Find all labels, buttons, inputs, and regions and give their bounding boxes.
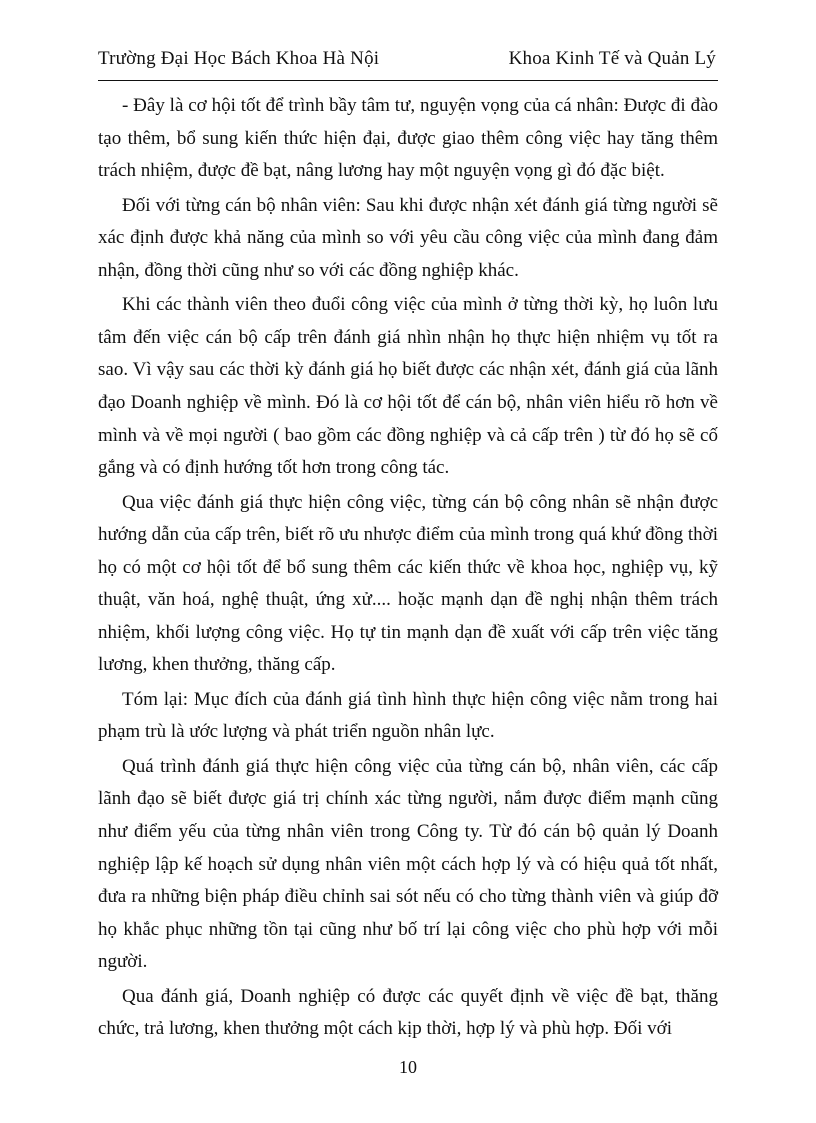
paragraph-evaluation-guidance: Qua việc đánh giá thực hiện công việc, từng cán bộ công nhân sẽ nhận được hướng dẫn của cấp trên, biết rõ ưu nhược điểm của mình trong quá khứ đồng thời họ có một cơ hội tốt để bổ sung thêm các kiến thức về khoa học, nghiệp vụ, kỹ thuật, văn hoá, nghệ thuật, ứng xử.... hoặc mạnh dạn đề nghị nhận thêm trách nhiệm, khối lượng công việc. Họ tự tin mạnh dạn đề xuất với cấp trên việc tăng lương, khen thưởng, thăng cấp. (98, 491, 718, 676)
paragraph-bullet-opportunity: - Đây là cơ hội tốt để trình bầy tâm tư, nguyện vọng của cá nhân: Được đi đào tạo thêm, bổ sung kiến thức hiện đại, được giao thêm công việc hay tăng thêm trách nhiệm, được đề bạt, nâng lương hay một nguyện vọng gì đó đặc biệt. (98, 95, 718, 182)
paragraph-enterprise-decisions: Qua đánh giá, Doanh nghiệp có được các quyết định về việc đề bạt, thăng chức, trả lương, khen thưởng một cách kịp thời, hợp lý và phù hợp. Đối với (98, 985, 718, 1040)
page-number: 10 (399, 1057, 417, 1077)
header-faculty: Khoa Kinh Tế và Quản Lý (508, 48, 716, 69)
paragraph-employee-assessment: Đối với từng cán bộ nhân viên: Sau khi được nhận xét đánh giá từng người sẽ xác định được khả năng của mình so với yêu cầu công việc của mình đang đảm nhận, đồng thời cũng như so với các đồng nghiệp khác. (98, 194, 718, 281)
paragraph-summary: Tóm lại: Mục đích của đánh giá tình hình thực hiện công việc nằm trong hai phạm trù là ước lượng và phát triển nguồn nhân lực. (98, 688, 718, 743)
paragraph-evaluation-process: Quá trình đánh giá thực hiện công việc của từng cán bộ, nhân viên, các cấp lãnh đạo sẽ biết được giá trị chính xác từng người, nắm được điểm mạnh cũng như điểm yếu của từng nhân viên trong Công ty. Từ đó cán bộ quản lý Doanh nghiệp lập kế hoạch sử dụng nhân viên một cách hợp lý và có hiệu quả tốt nhất, đưa ra những biện pháp điều chỉnh sai sót nếu có cho từng thành viên và giúp đỡ họ khắc phục những tồn tại cũng như bố trí lại công việc cho phù hợp với mỗi người. (98, 755, 718, 973)
body-text (98, 90, 718, 1048)
paragraph-members-pursuit: Khi các thành viên theo đuổi công việc của mình ở từng thời kỳ, họ luôn lưu tâm đến việc cán bộ cấp trên đánh giá nhìn nhận họ thực hiện nhiệm vụ tốt ra sao. Vì vậy sau các thời kỳ đánh giá họ biết được các nhận xét, đánh giá của lãnh đạo Doanh nghiệp về mình. Đó là cơ hội tốt để cán bộ, nhân viên hiểu rõ hơn về mình và về mọi người ( bao gồm các đồng nghiệp và cả cấp trên ) từ đó họ sẽ cố gắng và có định hướng tốt hơn trong công tác. (98, 294, 718, 479)
page-header (98, 44, 718, 81)
header-university: Trường Đại Học Bách Khoa Hà Nội (98, 48, 380, 69)
